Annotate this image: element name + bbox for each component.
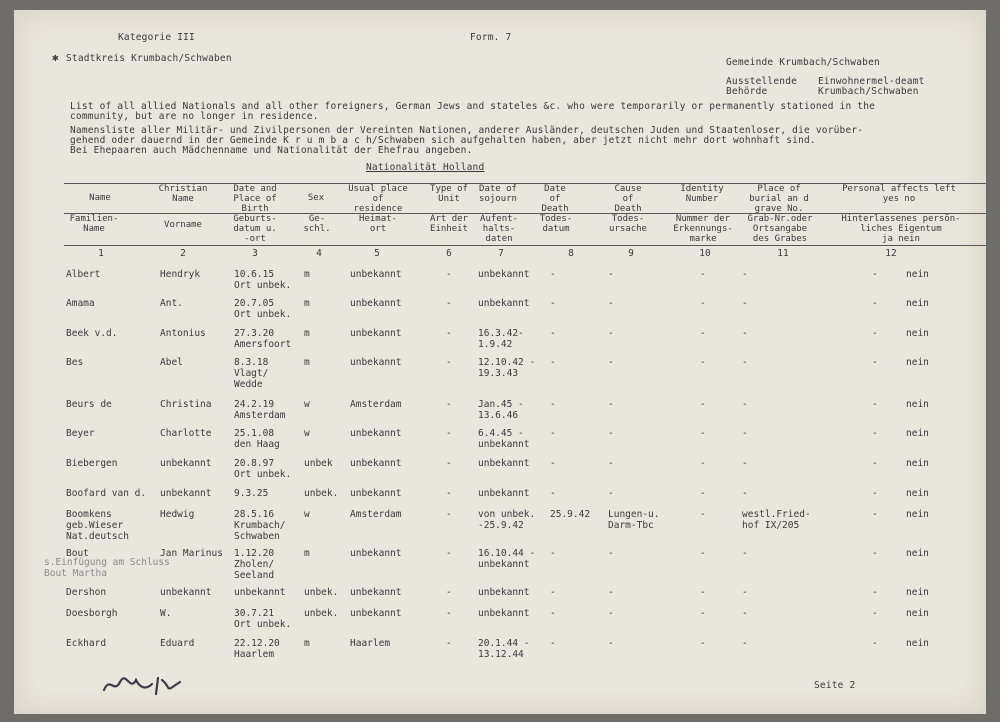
nationality-heading: Nationalität Holland (366, 162, 485, 173)
cell-death: - (550, 328, 556, 339)
intro-german-line1: Namensliste aller Militär- und Zivilpersonen der Vereinten Nationen, anderer Ausländer, deutschen Juden und Staatenloser, die vorüber- (70, 125, 864, 136)
cell-ident: - (700, 328, 706, 339)
cell-nein: nein (906, 399, 929, 410)
header-de-heimatort: Heimat- ort (359, 214, 397, 234)
column-number: 2 (180, 248, 186, 259)
cell-residence: Amsterdam (350, 509, 402, 520)
cell-grave: - (742, 399, 748, 410)
cell-grave: westl.Fried- hof IX/205 (742, 509, 811, 531)
cell-name: Beurs de (66, 399, 112, 410)
cell-grave: - (742, 638, 748, 649)
cell-residence: unbekannt (350, 608, 402, 619)
form-number: Form. 7 (470, 32, 512, 43)
handwritten-signature (100, 672, 190, 698)
cell-nein: nein (906, 357, 929, 368)
behoerde-label: Behörde (726, 86, 768, 97)
header-de-grab: Grab-Nr.oder Ortsangabe des Grabes (747, 214, 813, 244)
cell-ident: - (700, 458, 706, 469)
cell-birth: 20.8.97 Ort unbek. (234, 458, 292, 480)
header-de-aufenthalt: Aufent- halts- daten (480, 214, 518, 244)
cell-ja: - (872, 298, 878, 309)
cell-sex: w (304, 399, 310, 410)
cell-death: - (550, 548, 556, 559)
cell-grave: - (742, 608, 748, 619)
cell-vorname: Hedwig (160, 509, 195, 520)
cell-unit: - (446, 357, 452, 368)
cell-vorname: unbekannt (160, 488, 212, 499)
cell-cause: - (608, 328, 614, 339)
table-header-bottom-rule (64, 245, 986, 246)
cell-name: Eckhard (66, 638, 107, 649)
category-label: Kategorie III (118, 32, 195, 43)
cell-name: Dershon (66, 587, 107, 598)
cell-ja: - (872, 328, 878, 339)
cell-sojourn: unbekannt (478, 608, 530, 619)
header-en-sex: Sex (307, 193, 325, 203)
cell-unit: - (446, 269, 452, 280)
gemeinde-label: Gemeinde Krumbach/Schwaben (726, 57, 880, 68)
cell-unit: - (446, 638, 452, 649)
cell-ja: - (872, 357, 878, 368)
cell-residence: unbekannt (350, 357, 402, 368)
cell-birth: 8.3.18 Vlagt/ Wedde (234, 357, 269, 390)
intro-german-line3: Bei Ehepaaren auch Mädchenname und Nationalität der Ehefrau angeben. (70, 145, 473, 156)
einwohnermeldeamt-label: Einwohnermel-deamt (818, 76, 925, 87)
cell-nein: nein (906, 298, 929, 309)
cell-name: Bout (66, 548, 89, 559)
cell-death: - (550, 357, 556, 368)
column-number: 1 (98, 248, 104, 259)
header-de-vorname: Vorname (164, 220, 202, 230)
cell-grave: - (742, 587, 748, 598)
cell-sojourn: von unbek. -25.9.42 (478, 509, 536, 531)
stadtkreis-label: Stadtkreis Krumbach/Schwaben (66, 53, 232, 64)
cell-sex: unbek (304, 458, 333, 469)
cell-ident: - (700, 488, 706, 499)
cell-vorname: Hendryk (160, 269, 201, 280)
cell-unit: - (446, 488, 452, 499)
cell-birth: 9.3.25 (234, 488, 269, 499)
cell-ja: - (872, 638, 878, 649)
cell-death: 25.9.42 (550, 509, 591, 520)
cell-ident: - (700, 638, 706, 649)
cell-nein: nein (906, 638, 929, 649)
cell-name: Beek v.d. (66, 328, 118, 339)
cell-residence: unbekannt (350, 428, 402, 439)
cell-cause: - (608, 298, 614, 309)
header-en-birth: Date and Place of Birth (233, 184, 277, 214)
cell-cause: Lungen-u. Darm-Tbc (608, 509, 660, 531)
cell-unit: - (446, 587, 452, 598)
cell-grave: - (742, 428, 748, 439)
cell-death: - (550, 638, 556, 649)
header-en-affects: Personal affects left yes no (842, 184, 956, 204)
cell-cause: - (608, 488, 614, 499)
cell-cause: - (608, 548, 614, 559)
cell-unit: - (446, 458, 452, 469)
cell-ja: - (872, 458, 878, 469)
column-number: 3 (252, 248, 258, 259)
cell-sex: m (304, 357, 310, 368)
cell-sojourn: unbekannt (478, 587, 530, 598)
cell-ident: - (700, 357, 706, 368)
cell-nein: nein (906, 428, 929, 439)
cell-unit: - (446, 548, 452, 559)
cell-nein: nein (906, 328, 929, 339)
cell-unit: - (446, 399, 452, 410)
cell-death: - (550, 399, 556, 410)
header-en-burial: Place of burial an d grave No. (749, 184, 809, 214)
cell-birth: unbekannt (234, 587, 286, 598)
cell-nein: nein (906, 269, 929, 280)
cell-grave: - (742, 488, 748, 499)
header-en-sojourn: Date of sojourn (479, 184, 517, 204)
cell-name: Albert (66, 269, 101, 280)
ausstellende-label: Ausstellende (726, 76, 798, 87)
cell-name: Doesborgh (66, 608, 118, 619)
cell-vorname: Christina (160, 399, 212, 410)
cell-vorname: unbekannt (160, 587, 212, 598)
header-de-eigentum: Hinterlassenes persön- liches Eigentum ja nein (841, 214, 961, 244)
cell-name: Amama (66, 298, 95, 309)
cell-ja: - (872, 587, 878, 598)
cell-name: Bes (66, 357, 84, 368)
column-number: 11 (777, 248, 789, 259)
cell-cause: - (608, 608, 614, 619)
cell-residence: Amsterdam (350, 399, 402, 410)
cell-sojourn: unbekannt (478, 298, 530, 309)
cell-unit: - (446, 328, 452, 339)
cell-nein: nein (906, 608, 929, 619)
cell-sojourn: 16.10.44 - unbekannt (478, 548, 536, 570)
cell-ident: - (700, 399, 706, 410)
cell-sex: unbek. (304, 488, 339, 499)
intro-english-line1: List of all allied Nationals and all other foreigners, German Jews and stateles &c. who were temporarily or permanently stationed in the (70, 101, 876, 112)
cell-ja: - (872, 428, 878, 439)
cell-sex: unbek. (304, 608, 339, 619)
column-number: 6 (446, 248, 452, 259)
cell-death: - (550, 458, 556, 469)
cell-birth: 20.7.05 Ort unbek. (234, 298, 292, 320)
cell-sex: unbek. (304, 587, 339, 598)
cell-nein: nein (906, 488, 929, 499)
cell-ident: - (700, 548, 706, 559)
cell-vorname: Charlotte (160, 428, 212, 439)
cell-name: Boomkens geb.Wieser Nat.deutsch (66, 509, 129, 542)
cell-sex: m (304, 548, 310, 559)
header-de-erkennungsmarke: Nummer der Erkennungs- marke (673, 214, 733, 244)
cell-ident: - (700, 509, 706, 520)
cell-residence: unbekannt (350, 269, 402, 280)
cell-grave: - (742, 328, 748, 339)
cell-ident: - (700, 269, 706, 280)
cell-unit: - (446, 428, 452, 439)
header-de-sex: Ge- schl. (303, 214, 331, 234)
cell-cause: - (608, 587, 614, 598)
cell-cause: - (608, 458, 614, 469)
cell-sojourn: 16.3.42- 1.9.42 (478, 328, 524, 350)
header-en-christian-name: Christian Name (158, 184, 208, 204)
cell-unit: - (446, 509, 452, 520)
cell-ja: - (872, 269, 878, 280)
header-en-death: Date of Death (541, 184, 569, 214)
cell-death: - (550, 298, 556, 309)
cell-sojourn: unbekannt (478, 488, 530, 499)
cell-death: - (550, 269, 556, 280)
cell-sojourn: Jan.45 - 13.6.46 (478, 399, 524, 421)
cell-nein: nein (906, 587, 929, 598)
header-en-residence: Usual place of residence (348, 184, 408, 214)
cell-ja: - (872, 399, 878, 410)
cell-residence: unbekannt (350, 488, 402, 499)
header-de-birth: Geburts- datum u. -ort (233, 214, 277, 244)
cell-birth: 1.12.20 Zholen/ Seeland (234, 548, 275, 581)
cell-birth: 24.2.19 Amsterdam (234, 399, 286, 421)
cell-ja: - (872, 509, 878, 520)
cell-sex: m (304, 298, 310, 309)
cell-birth: 22.12.20 Haarlem (234, 638, 280, 660)
cell-sojourn: 12.10.42 - 19.3.43 (478, 357, 536, 379)
header-de-einheit: Art der Einheit (430, 214, 468, 234)
header-en-unit: Type of Unit (430, 184, 468, 204)
cell-sex: w (304, 509, 310, 520)
cell-grave: - (742, 357, 748, 368)
cell-birth: 28.5.16 Krumbach/ Schwaben (234, 509, 286, 542)
cell-residence: Haarlem (350, 638, 391, 649)
column-number: 10 (699, 248, 711, 259)
cell-nein: nein (906, 548, 929, 559)
header-de-name: Familien- Name (69, 214, 119, 234)
cell-vorname: Antonius (160, 328, 206, 339)
cell-name: Boofard van d. (66, 488, 147, 499)
cell-sex: m (304, 638, 310, 649)
cell-residence: unbekannt (350, 298, 402, 309)
cell-residence: unbekannt (350, 548, 402, 559)
page-number: Seite 2 (814, 680, 856, 691)
cell-unit: - (446, 608, 452, 619)
cell-death: - (550, 488, 556, 499)
cell-ident: - (700, 428, 706, 439)
cell-grave: - (742, 298, 748, 309)
column-number: 4 (316, 248, 322, 259)
cell-sex: m (304, 269, 310, 280)
cell-birth: 27.3.20 Amersfoort (234, 328, 292, 350)
intro-english-line2: community, but are no longer in residence. (70, 111, 319, 122)
cell-grave: - (742, 269, 748, 280)
cell-ja: - (872, 608, 878, 619)
cell-grave: - (742, 548, 748, 559)
cell-vorname: Abel (160, 357, 183, 368)
cell-cause: - (608, 357, 614, 368)
cell-cause: - (608, 399, 614, 410)
cell-death: - (550, 428, 556, 439)
column-number: 12 (885, 248, 897, 259)
cell-vorname: unbekannt (160, 458, 212, 469)
column-number: 9 (628, 248, 634, 259)
cell-cause: - (608, 428, 614, 439)
cell-name: Beyer (66, 428, 95, 439)
cell-sex: m (304, 328, 310, 339)
cell-residence: unbekannt (350, 458, 402, 469)
cell-nein: nein (906, 509, 929, 520)
faint-annotation: s.Einfügung am Schluss Bout Martha (44, 557, 170, 579)
cell-cause: - (608, 638, 614, 649)
cell-ident: - (700, 298, 706, 309)
cell-sex: w (304, 428, 310, 439)
header-en-cause: Cause of Death (614, 184, 642, 214)
cell-cause: - (608, 269, 614, 280)
cell-ident: - (700, 587, 706, 598)
intro-german-line2: gehend oder dauernd in der Gemeinde K r u m b a c h/Schwaben sich aufgehalten haben, aber jetzt nicht mehr dort wohnhaft sind. (70, 135, 816, 146)
cell-nein: nein (906, 458, 929, 469)
column-number: 8 (568, 248, 574, 259)
cell-ja: - (872, 548, 878, 559)
header-en-name: Name (89, 193, 111, 203)
cell-vorname: W. (160, 608, 172, 619)
cell-birth: 30.7.21 Ort unbek. (234, 608, 292, 630)
cell-vorname: Ant. (160, 298, 183, 309)
cell-birth: 10.6.15 Ort unbek. (234, 269, 292, 291)
cell-death: - (550, 587, 556, 598)
cell-sojourn: unbekannt (478, 269, 530, 280)
cell-vorname: Eduard (160, 638, 195, 649)
column-number: 5 (374, 248, 380, 259)
cell-grave: - (742, 458, 748, 469)
cell-death: - (550, 608, 556, 619)
column-number: 7 (498, 248, 504, 259)
cell-ident: - (700, 608, 706, 619)
cell-name: Biebergen (66, 458, 118, 469)
cell-sojourn: 20.1.44 - 13.12.44 (478, 638, 530, 660)
cell-residence: unbekannt (350, 587, 402, 598)
cell-sojourn: unbekannt (478, 458, 530, 469)
cell-residence: unbekannt (350, 328, 402, 339)
header-de-todesursache: Todes- ursache (609, 214, 647, 234)
cell-vorname: Jan Marinus (160, 548, 223, 559)
krumbach-label: Krumbach/Schwaben (818, 86, 919, 97)
cell-ja: - (872, 488, 878, 499)
cell-sojourn: 6.4.45 - unbekannt (478, 428, 530, 450)
bullet-mark: ✱ (52, 51, 59, 64)
cell-birth: 25.1.08 den Haag (234, 428, 280, 450)
header-de-todesdatum: Todes- datum (539, 214, 573, 234)
cell-unit: - (446, 298, 452, 309)
header-en-identity: Identity Number (680, 184, 724, 204)
